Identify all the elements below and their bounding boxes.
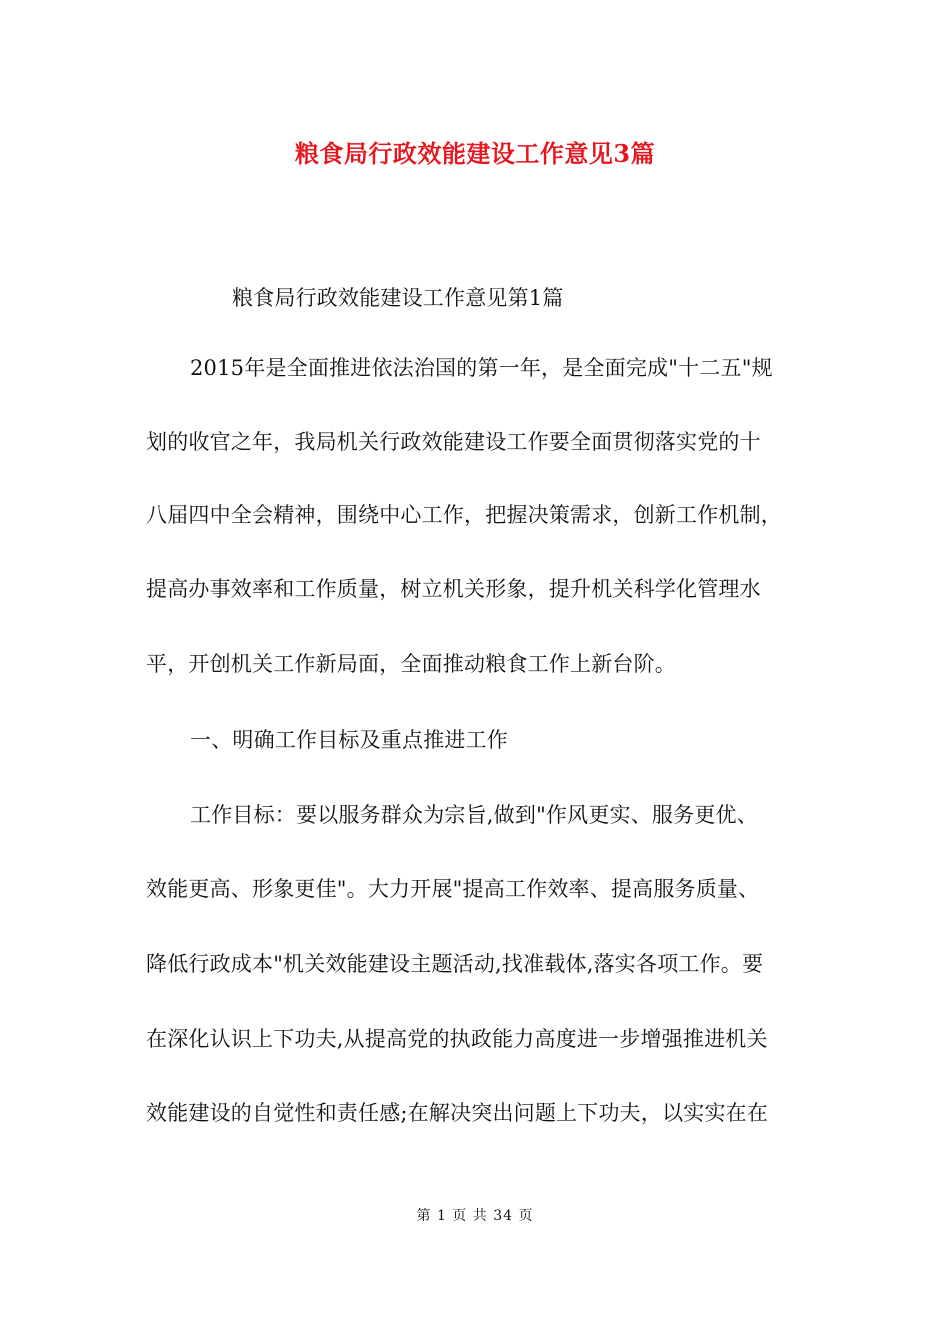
paragraph-line: 八届四中全会精神，围绕中心工作，把握决策需求，创新工作机制， bbox=[146, 503, 782, 527]
paragraph-line: 提高办事效率和工作质量，树立机关形象，提升机关科学化管理水 bbox=[146, 577, 761, 601]
paragraph-line: 工作目标：要以服务群众为宗旨,做到"作风更实、服务更优、 bbox=[190, 803, 758, 827]
document-title: 粮食局行政效能建设工作意见3篇 bbox=[294, 139, 656, 168]
paragraph-line: 划的收官之年，我局机关行政效能建设工作要全面贯彻落实党的十 bbox=[146, 430, 761, 454]
paragraph-line: 平，开创机关工作新局面，全面推动粮食工作上新台阶。 bbox=[146, 652, 676, 676]
paragraph-line: 2015年是全面推进依法治国的第一年，是全面完成"十二五"规 bbox=[190, 356, 773, 380]
section-heading-1: 一、明确工作目标及重点推进工作 bbox=[190, 728, 508, 752]
paragraph-line: 效能更高、形象更佳"。大力开展"提高工作效率、提高服务质量、 bbox=[146, 877, 760, 901]
paragraph-line: 降低行政成本"机关效能建设主题活动,找准载体,落实各项工作。要 bbox=[146, 952, 764, 976]
paragraph-line: 在深化认识上下功夫,从提高党的执政能力高度进一步增强推进机关 bbox=[146, 1027, 768, 1051]
section-heading-part-1: 粮食局行政效能建设工作意见第1篇 bbox=[232, 286, 564, 310]
paragraph-line: 效能建设的自觉性和责任感;在解决突出问题上下功夫，以实实在在 bbox=[146, 1101, 769, 1125]
page-number-footer: 第 1 页 共 34 页 bbox=[416, 1208, 534, 1224]
